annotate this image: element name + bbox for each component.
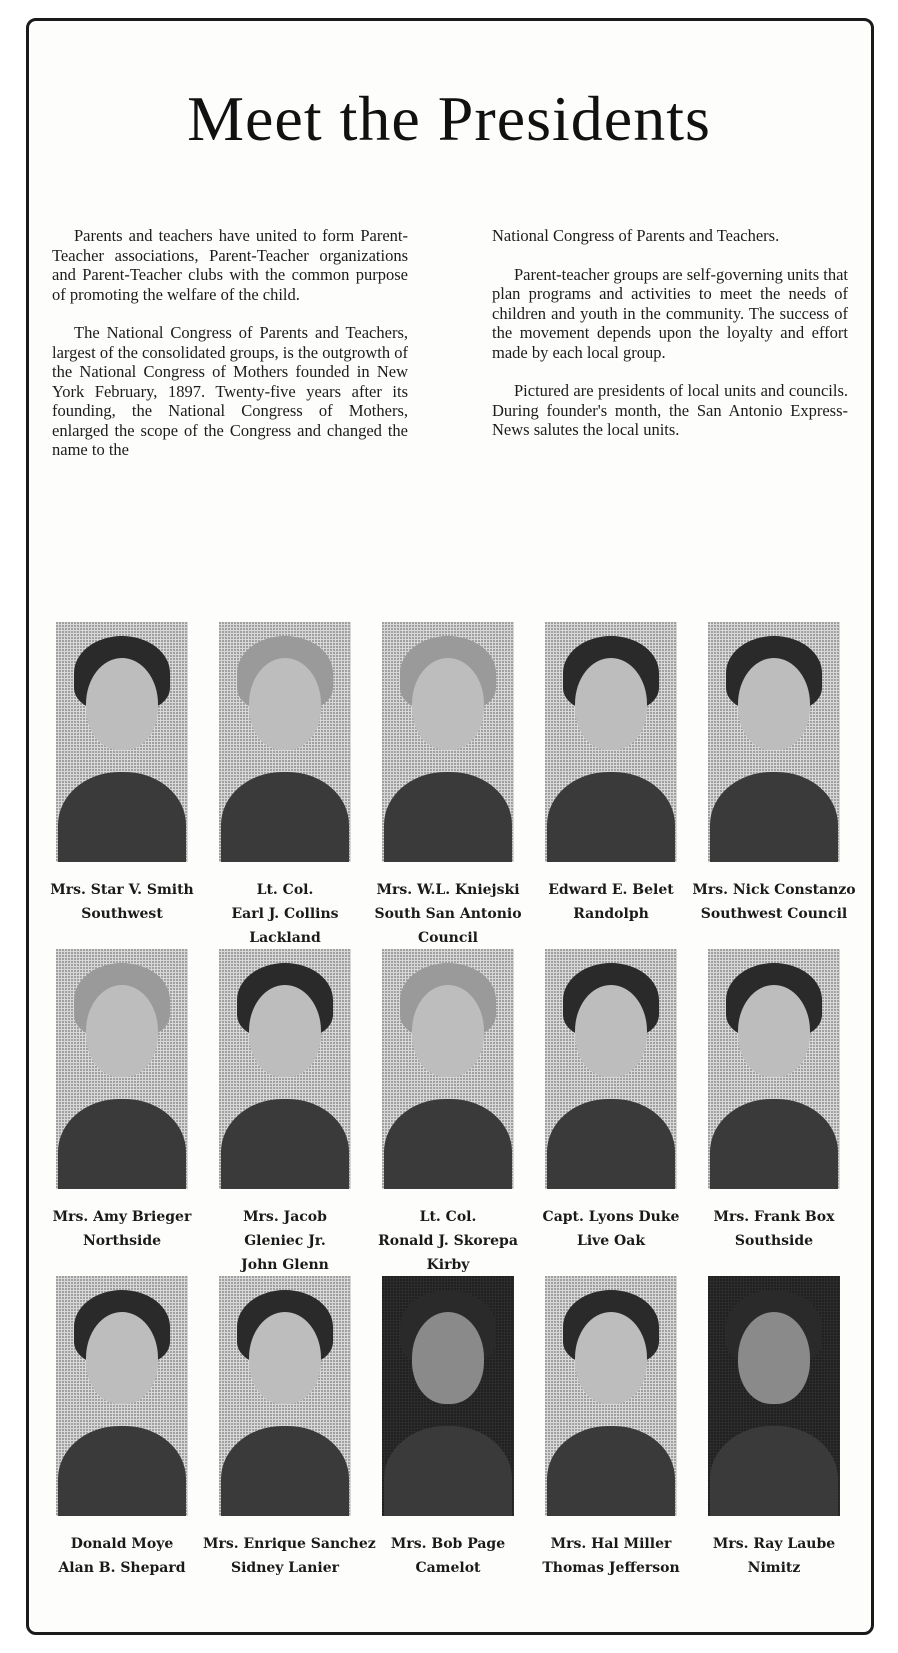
photo-caption (529, 878, 693, 926)
photo-caption (692, 1532, 856, 1580)
caption-line: Alan B. Shepard (58, 1560, 186, 1576)
photo-caption (40, 1205, 204, 1253)
caption-line: Thomas Jefferson (542, 1560, 680, 1576)
caption-line: Southwest Council (700, 906, 848, 922)
president-card (40, 622, 204, 942)
president-card (40, 949, 204, 1269)
president-name: Lt. Col. (256, 882, 314, 898)
president-card (40, 1276, 204, 1596)
right-column (492, 226, 848, 459)
caption-line: Ronald J. Skorepa (378, 1233, 518, 1249)
president-name: Mrs. W.L. Kniejski (376, 882, 520, 898)
portrait-photo (382, 949, 514, 1189)
photo-caption (366, 878, 530, 950)
president-name: Mrs. Amy Brieger (52, 1209, 192, 1225)
caption-line: Gleniec Jr. (244, 1233, 326, 1249)
president-name: Mrs. Hal Miller (550, 1536, 672, 1552)
president-card (529, 622, 693, 942)
president-name: Mrs. Enrique Sanchez (203, 1536, 376, 1552)
portrait-photo (382, 1276, 514, 1516)
photo-caption (692, 878, 856, 926)
president-name: Capt. Lyons Duke (542, 1209, 680, 1225)
president-name: Lt. Col. (419, 1209, 477, 1225)
presidents-photo-grid (40, 622, 858, 1602)
caption-line: Lackland (249, 930, 321, 946)
president-name: Mrs. Nick Constanzo (692, 882, 856, 898)
caption-line: Live Oak (576, 1233, 646, 1249)
portrait-photo (545, 949, 677, 1189)
caption-line: Kirby (426, 1257, 470, 1273)
photo-row (40, 949, 858, 1273)
president-name: Donald Moye (70, 1536, 174, 1552)
photo-caption (366, 1205, 530, 1277)
portrait-photo (545, 1276, 677, 1516)
photo-caption (203, 1532, 376, 1580)
president-card (692, 622, 856, 942)
president-card (366, 622, 530, 946)
paragraph: Parents and teachers have united to form Parent-Teacher associations, Parent-Teacher organizations and Parent-Teacher clubs with the common purpose of promoting the welfare of the child. (52, 226, 408, 304)
portrait-photo (708, 1276, 840, 1516)
photo-caption (203, 1205, 367, 1277)
paragraph: The National Congress of Parents and Teachers, largest of the consolidated groups, is the outgrowth of the National Congress of Mothers founded in New York February, 1897. Twenty-five years after its founding, the National Congress of Mothers, enlarged the scope of the Congress and changed the name to the (52, 323, 408, 459)
president-card (203, 949, 367, 1273)
photo-row (40, 1276, 858, 1596)
president-card (692, 1276, 856, 1596)
paragraph: Pictured are presidents of local units and councils. During founder's month, the San Antonio Express-News salutes the local units. (492, 381, 848, 439)
president-card (529, 1276, 693, 1596)
caption-line: Randolph (573, 906, 649, 922)
caption-line: Northside (82, 1233, 162, 1249)
left-column (52, 226, 408, 479)
portrait-photo (382, 622, 514, 862)
portrait-photo (56, 949, 188, 1189)
president-card (529, 949, 693, 1269)
president-name: Mrs. Ray Laube (712, 1536, 836, 1552)
photo-caption (692, 1205, 856, 1253)
photo-caption (366, 1532, 530, 1580)
portrait-photo (219, 949, 351, 1189)
president-card (203, 622, 367, 946)
photo-caption (203, 878, 367, 950)
caption-line: Council (418, 930, 478, 946)
portrait-photo (708, 949, 840, 1189)
photo-caption (40, 878, 204, 926)
caption-line: Earl J. Collins (231, 906, 339, 922)
photo-caption (529, 1532, 693, 1580)
photo-row (40, 622, 858, 946)
portrait-photo (219, 1276, 351, 1516)
president-card (366, 1276, 530, 1596)
caption-line: Sidney Lanier (230, 1560, 339, 1576)
president-name: Mrs. Frank Box (713, 1209, 835, 1225)
headline: Meet the Presidents (187, 83, 711, 154)
portrait-photo (545, 622, 677, 862)
caption-line: Southwest (81, 906, 163, 922)
paragraph: National Congress of Parents and Teachers. (492, 226, 780, 245)
president-name: Edward E. Belet (548, 882, 674, 898)
photo-caption (40, 1532, 204, 1580)
caption-line: John Glenn (241, 1257, 329, 1273)
photo-caption (529, 1205, 693, 1253)
portrait-photo (708, 622, 840, 862)
caption-line: Southside (734, 1233, 814, 1249)
portrait-photo (219, 622, 351, 862)
president-name: Mrs. Bob Page (390, 1536, 506, 1552)
paragraph: Parent-teacher groups are self-governing units that plan programs and activities to meet the needs of children and youth in the community. The success of the movement depends upon the loyalty and effort made by each local group. (492, 264, 849, 362)
caption-line: South San Antonio (374, 906, 522, 922)
president-card (203, 1276, 376, 1596)
caption-line: Nimitz (747, 1560, 801, 1576)
president-card (692, 949, 856, 1269)
president-name: Mrs. Jacob (243, 1209, 327, 1225)
portrait-photo (56, 1276, 188, 1516)
president-name: Mrs. Star V. Smith (50, 882, 194, 898)
caption-line: Camelot (415, 1560, 481, 1576)
president-card (366, 949, 530, 1273)
portrait-photo (56, 622, 188, 862)
